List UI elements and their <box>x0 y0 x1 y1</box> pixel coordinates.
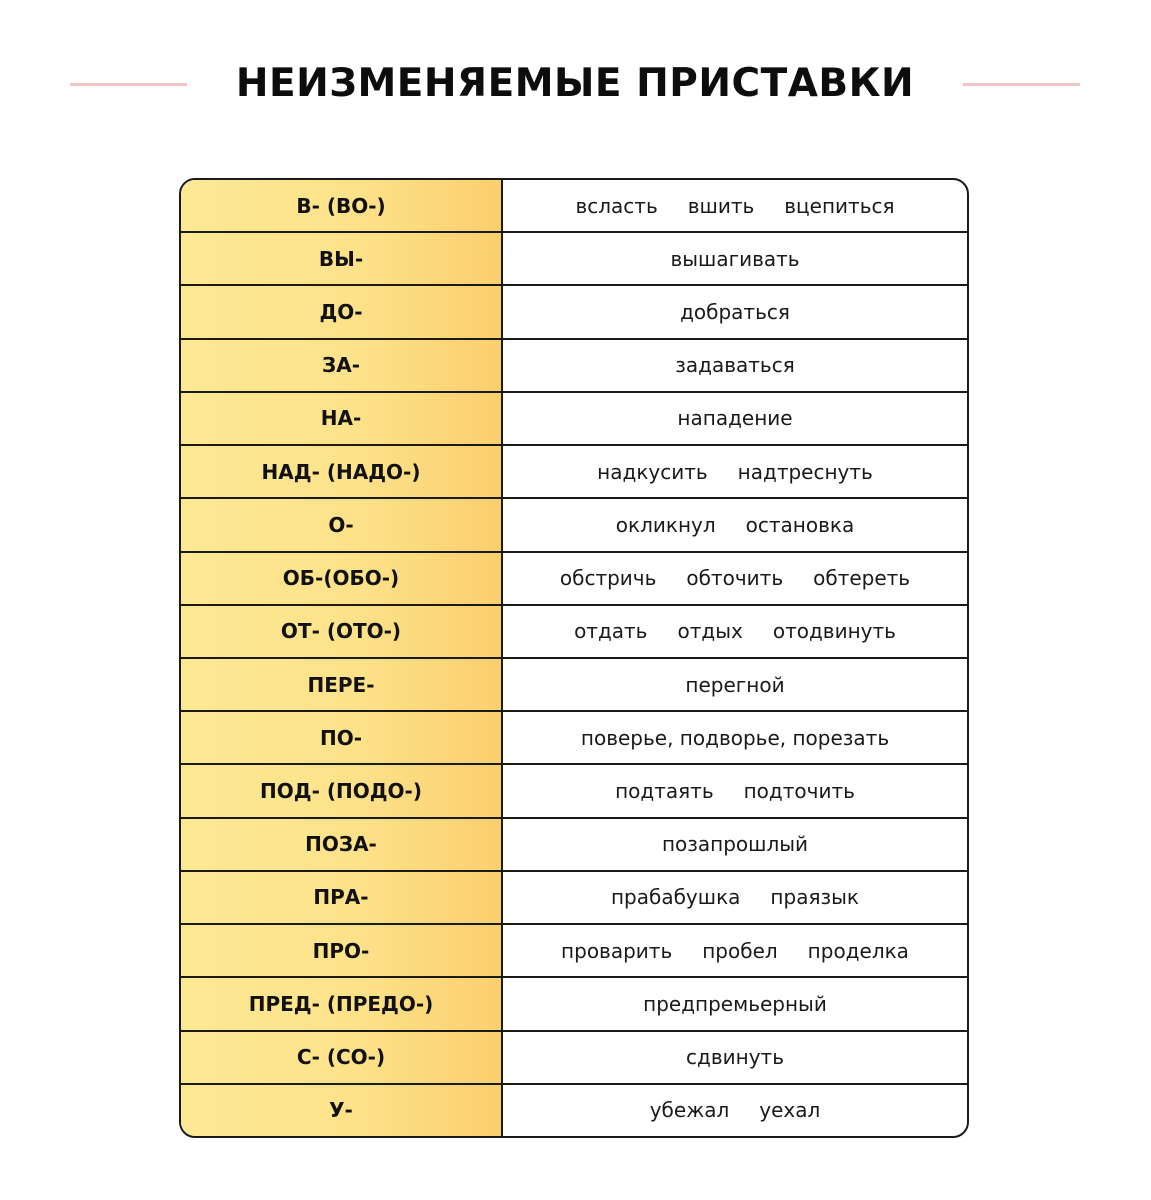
prefix-table <box>179 178 969 1138</box>
examples-cell <box>501 1098 967 1122</box>
example-word: убежал <box>649 1098 730 1123</box>
examples-cell <box>501 406 967 430</box>
examples-cell <box>501 194 967 218</box>
prefix-cell: О- <box>328 512 354 537</box>
example-word: вцепиться <box>784 193 895 218</box>
table-row <box>181 1083 967 1136</box>
prefix-cell: ВЫ- <box>318 246 364 271</box>
example-word: задаваться <box>675 353 795 378</box>
example-word: надкусить <box>597 459 708 484</box>
table-row <box>181 976 967 1029</box>
example-word: обтереть <box>813 566 911 591</box>
example-word: надтреснуть <box>737 459 873 484</box>
prefix-cell: ПОЗА- <box>305 832 377 857</box>
header <box>0 52 1151 116</box>
example-word: всласть <box>575 193 658 218</box>
table-row <box>181 231 967 284</box>
example-word: предпремьерный <box>643 991 827 1016</box>
table-row <box>181 604 967 657</box>
prefix-cell: ПЕРЕ- <box>307 672 375 697</box>
table-row <box>181 338 967 391</box>
table-row <box>181 763 967 816</box>
examples-cell <box>501 300 967 324</box>
examples-cell <box>501 460 967 484</box>
examples-cell <box>501 832 967 856</box>
example-word: нападение <box>677 406 793 431</box>
table-row <box>181 1030 967 1083</box>
table-row <box>181 923 967 976</box>
examples-cell <box>501 726 967 750</box>
prefix-cell: ЗА- <box>322 353 360 378</box>
table-row <box>181 180 967 231</box>
example-word: пробел <box>702 938 778 963</box>
example-word: уехал <box>759 1098 821 1123</box>
prefix-cell: У- <box>329 1098 353 1123</box>
example-word: прабабушка <box>610 885 741 910</box>
examples-cell <box>501 779 967 803</box>
table-row <box>181 817 967 870</box>
prefix-cell: ОБ-(ОБО-) <box>282 566 400 591</box>
examples-cell <box>501 885 967 909</box>
example-word: праязык <box>770 885 859 910</box>
example-word: вшить <box>687 193 755 218</box>
example-word: поверье, подворье, порезать <box>580 725 890 750</box>
example-word: подтаять <box>615 779 714 804</box>
table-row <box>181 444 967 497</box>
example-word: окликнул <box>615 512 716 537</box>
prefix-cell: ПРО- <box>312 938 370 963</box>
page-title: НЕИЗМЕНЯЕМЫЕ ПРИСТАВКИ <box>235 61 915 106</box>
table-row <box>181 497 967 550</box>
examples-cell <box>501 513 967 537</box>
examples-cell <box>501 566 967 590</box>
examples-cell <box>501 939 967 963</box>
examples-cell <box>501 1045 967 1069</box>
example-word: обточить <box>686 566 784 591</box>
example-word: отдать <box>574 619 648 644</box>
table-body <box>181 180 967 1136</box>
example-word: вышагивать <box>670 246 800 271</box>
example-word: позапрошлый <box>661 832 809 857</box>
example-word: отодвинуть <box>772 619 896 644</box>
example-word: остановка <box>745 512 855 537</box>
prefix-cell: ОТ- (ОТО-) <box>280 619 402 644</box>
example-word: отдых <box>677 619 743 644</box>
example-word: подточить <box>743 779 855 804</box>
example-word: перегной <box>685 672 785 697</box>
example-word: сдвинуть <box>686 1045 784 1070</box>
prefix-cell: ПРА- <box>313 885 369 910</box>
prefix-cell: НАД- (НАДО-) <box>261 459 421 484</box>
examples-cell <box>501 247 967 271</box>
table-row <box>181 284 967 337</box>
prefix-cell: НА- <box>320 406 362 431</box>
table-row <box>181 551 967 604</box>
prefix-cell: ПРЕД- (ПРЕДО-) <box>248 991 434 1016</box>
example-word: проварить <box>561 938 673 963</box>
example-word: проделка <box>807 938 909 963</box>
prefix-cell: В- (ВО-) <box>296 193 386 218</box>
examples-cell <box>501 353 967 377</box>
examples-cell <box>501 992 967 1016</box>
table-row <box>181 870 967 923</box>
prefix-cell: ПОД- (ПОДО-) <box>260 779 422 804</box>
examples-cell <box>501 673 967 697</box>
table-row <box>181 657 967 710</box>
example-word: добраться <box>680 300 790 325</box>
table-row <box>181 391 967 444</box>
title-decoration-left <box>70 83 187 86</box>
prefix-cell: С- (СО-) <box>296 1045 386 1070</box>
examples-cell <box>501 619 967 643</box>
title-decoration-right <box>963 83 1080 86</box>
table-row <box>181 710 967 763</box>
prefix-cell: ПО- <box>319 725 363 750</box>
prefix-cell: ДО- <box>319 300 363 325</box>
example-word: обстричь <box>559 566 657 591</box>
